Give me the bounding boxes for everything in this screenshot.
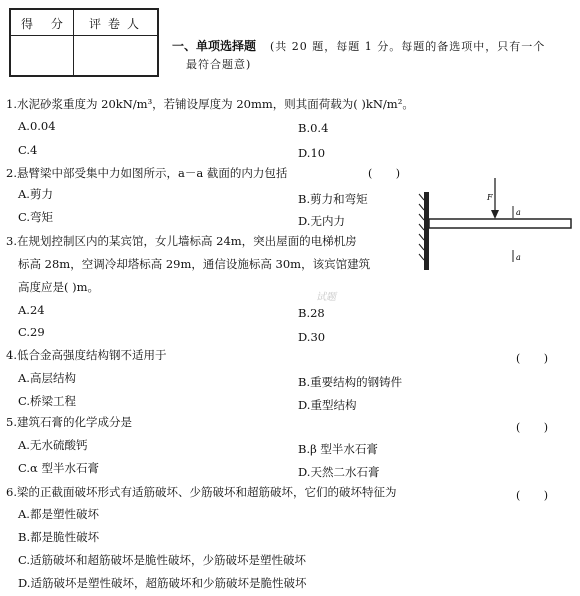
question-4-stem: 4.低合金高强度结构钢不适用于 [6, 348, 167, 362]
q3-option-b: B.28 [298, 306, 325, 320]
question-3-stem-line3: 高度应是( )m。 [18, 280, 100, 294]
q4-answer-paren: ( ) [516, 352, 559, 365]
q6-option-d: D.适筋破坏是塑性破坏，超筋破坏和少筋破坏是脆性破坏 [18, 576, 307, 590]
q6-option-c: C.适筋破坏和超筋破坏是脆性破坏，少筋破坏是塑性破坏 [18, 553, 307, 567]
q4-option-a: A.高层结构 [18, 371, 76, 385]
q6-option-b: B.都是脆性破坏 [18, 530, 100, 544]
score-box [9, 8, 159, 77]
q4-option-b: B.重要结构的钢铸件 [298, 375, 403, 389]
q5-option-a: A.无水硫酸钙 [18, 438, 88, 452]
section-note-line2: 最符合题意) [186, 58, 252, 71]
watermark: 试题 [316, 292, 336, 303]
score-label: 得 分 [21, 17, 70, 31]
q1-option-a: A.0.04 [18, 119, 56, 133]
section-title: 一、单项选择题 [172, 39, 257, 53]
question-2-stem: 2.悬臂梁中部受集中力如图所示，a－a 截面的内力包括 [6, 166, 288, 180]
wall-support [419, 192, 429, 270]
q4-option-c: C.桥梁工程 [18, 394, 77, 408]
q2-answer-paren: ( ) [368, 167, 411, 180]
q3-option-c: C.29 [18, 325, 45, 339]
q2-option-c: C.弯矩 [18, 210, 54, 224]
cantilever-beam-figure [415, 172, 575, 272]
q5-answer-paren: ( ) [516, 421, 559, 434]
q1-option-b: B.0.4 [298, 121, 329, 135]
section-note-line1: (共 20 题，每题 1 分。每题的备选项中，只有一个 [270, 40, 546, 53]
q6-answer-paren: ( ) [516, 489, 559, 502]
q2-option-a: A.剪力 [18, 187, 53, 201]
q2-option-d: D.无内力 [298, 214, 345, 228]
q5-option-c: C.α 型半水石膏 [18, 461, 99, 475]
beam [429, 219, 571, 228]
q5-option-b: B.β 型半水石膏 [298, 442, 378, 456]
q4-option-d: D.重型结构 [298, 398, 357, 412]
score-box-divider [73, 10, 74, 75]
score-box-row-divider [11, 35, 157, 36]
grader-label: 评卷人 [89, 17, 147, 31]
force-label: F [487, 193, 493, 202]
q5-option-d: D.天然二水石膏 [298, 465, 380, 479]
q3-option-a: A.24 [18, 303, 45, 317]
question-6-stem: 6.梁的正截面破坏形式有适筋破坏、少筋破坏和超筋破坏，它们的破坏特征为 [6, 485, 397, 499]
question-3-stem-line2: 标高 28m，空调冷却塔标高 29m，通信设施标高 30m，该宾馆建筑 [18, 257, 371, 271]
q1-option-c: C.4 [18, 143, 38, 157]
q6-option-a: A.都是塑性破坏 [18, 507, 99, 521]
question-3-stem-line1: 3.在规划控制区内的某宾馆，女儿墙标高 24m，突出屋面的电梯机房 [6, 234, 357, 248]
section-label-top: a [516, 208, 521, 217]
question-1-stem: 1.水泥砂浆重度为 20kN/m³，若铺设厚度为 20mm，则其面荷载为( )kN/m²。 [6, 97, 414, 111]
q1-option-d: D.10 [298, 146, 326, 160]
question-5-stem: 5.建筑石膏的化学成分是 [6, 415, 132, 429]
q2-option-b: B.剪力和弯矩 [298, 192, 368, 206]
q3-option-d: D.30 [298, 330, 326, 344]
section-label-bottom: a [516, 253, 521, 262]
